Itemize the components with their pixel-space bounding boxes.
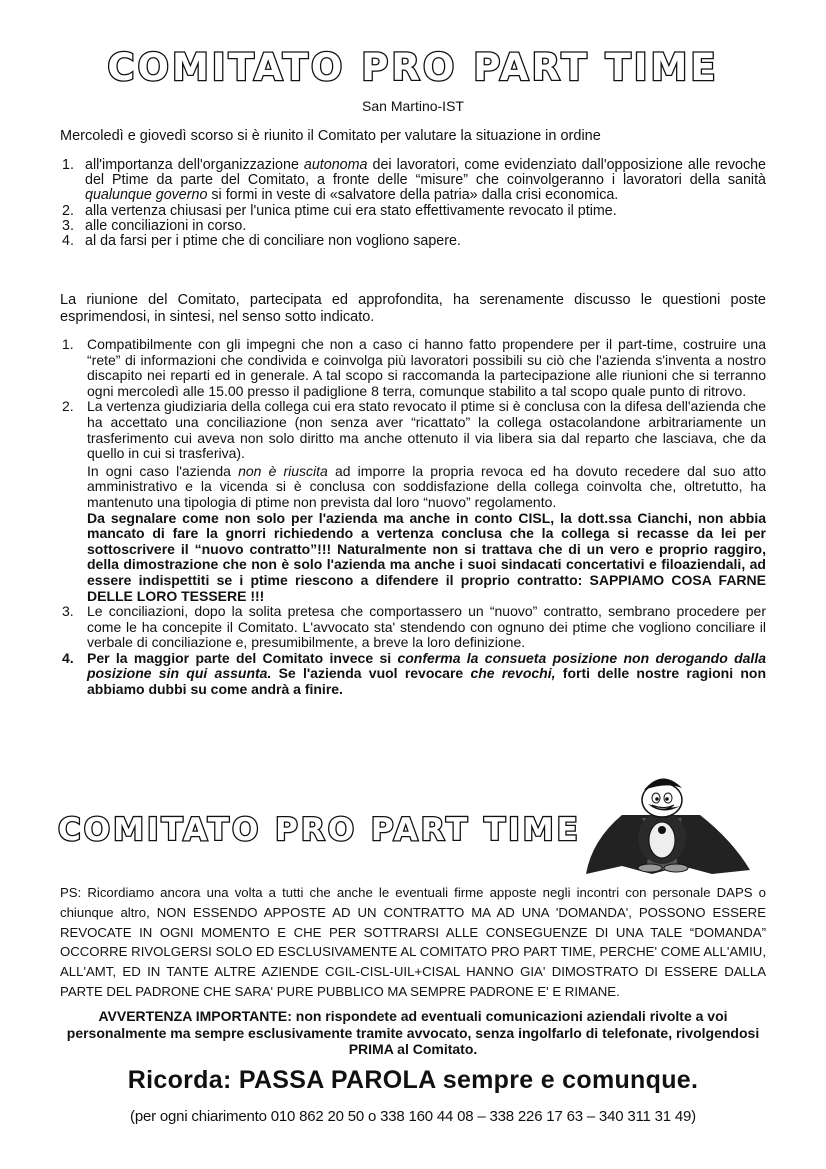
list-item-text: Compatibilmente con gli impegni che non a caso ci hanno fatto propendere per il part-time, costruire una “rete” di informazioni che condivida e coinvolga più lavoratori possibili su ciò che l'azienda s'inventa a nostro discapito nei reparti ed in generale. A tal scopo si raccomanda la partecipazione alle riunioni che si terranno ogni mercoledì alle 15.00 presso il padiglione 8 terra, comunque stabilito a tal scopo quale punto di ritrovo. [87,336,766,399]
list-item-number: 4. [62,233,74,250]
list-item-continuation: In ogni caso l'azienda non è riuscita ad imporre la propria revoca ed ha dovuto recedere dal suo atto amministrativo e la vicenda si è conclusa con soddisfazione della collega coinvolta che, oltretutto, ha mantenuto una tipologia di ptime non prevista dal loro “nuovo” regolamento. [87,462,766,510]
list-item-text: Per la maggior parte del Comitato invece si conferma la consueta posizione non derogando dalla posizione sin qui assunta. Se l'azienda vuol revocare che revochi, forti delle nostre ragioni non abbiamo dubbi su come andrà a finire. [87,649,767,698]
warning-paragraph: AVVERTENZA IMPORTANTE: non rispondete ad eventuali comunicazioni aziendali rivolte a voi personalmente ma sempre esclusivamente tramite avvocato, senza ingolfarlo di telefonate, rivolgendosi PRIMA al Comitato. [66,1008,760,1057]
agenda-list [62,158,766,249]
list-item [62,337,766,399]
list-item [62,604,766,651]
list-item-number: 3. [62,603,74,620]
list-item-text: al da farsi per i ptime che di conciliare non vogliono sapere. [85,233,461,250]
list-item [62,234,766,249]
list-item-text: Le conciliazioni, dopo la solita pretesa che comportassero un “nuovo” contratto, sembrano procedere per come le ha concepite il Comitato. L'avvocato sta' stendendo con ognuno dei ptime che vogliono conciliare il verbale di conciliazione e, presumibilmente, a breve la loro definizione. [87,603,766,651]
list-item-text: alle conciliazioni in corso. [85,217,247,234]
list-item-number: 1. [62,336,74,352]
list-item [62,204,766,219]
footer-title: COMITATO PRO PART TIME [58,812,581,848]
page-title: COMITATO PRO PART TIME [107,46,719,89]
list-item [62,158,766,204]
list-item-number: 2. [62,202,74,219]
list-item-text: alla vertenza chiusasi per l'unica ptime cui era stato effettivamente revocato il ptime. [85,202,617,219]
list-item-bold-note: Da segnalare come non solo per l'azienda ma anche in conto CISL, la dott.ssa Cianchi, non abbia mancato di fare la gnorri richiedendo a vertenza conclusa che la collega si recasse da lei per sottoscrivere il “nuovo contratto”!!! Naturalmente non si trattava che di un vero e proprio raggiro, della dimostrazione che non è solo l'azienda ma anche i suoi sindacati concertativi e filoaziendali, ad essere indispettiti se i ptime riescono a difendere il proprio contratto: SAPPIAMO COSA FARNE DELLE LORO TESSERE !!! [87,509,766,604]
meeting-paragraph: La riunione del Comitato, partecipata ed approfondita, ha serenamente discusso le questioni poste esprimendosi, in sintesi, nel senso sotto indicato. [60,292,766,325]
remember-slogan: Ricorda: PASSA PAROLA sempre e comunque. [127,1066,699,1094]
list-item [62,219,766,234]
list-item-number: 4. [62,649,74,666]
duck-mascot-illustration [582,770,772,880]
ps-paragraph: PS: Ricordiamo ancora una volta a tutti che anche le eventuali firme apposte negli incontri con personale DAPS o chiunque altro, NON ESSENDO APPOSTE AD UN CONTRATTO MA AD UNA 'DOMANDA', POSSONO ESSERE REVOCATE IN OGNI MOMENTO E CHE PER SOTTRARSI ALLE CONSEGUENZE DI UNA TALE “DOMANDA” OCCORRE RIVOLGERSI SOLO ED ESCLUSIVAMENTE AL COMITATO PRO PART TIME, PERCHE' COME ALL'AMIU, ALL'AMT, ED IN TANTE ALTRE AZIENDE CGIL-CISL-UIL+CISAL HANNO GIA' DIMOSTRATO DI ESSERE DALLA PARTE DEL PADRONE CHE SARA' PURE PUBBLICO MA SEMPRE PADRONE E' E RIMANE. [60,885,766,999]
list-item-text: all'importanza dell'organizzazione autonoma dei lavoratori, come evidenziato dall'opposizione alle revoche del Ptime da parte del Comitato, a fronte delle “misure” che coinvolgeranno i lavoratori della sanità qualunque governo si formi in veste di «salvatore della patria» dalla crisi economica. [85,157,767,204]
list-item-text: La vertenza giudiziaria della collega cui era stato revocato il ptime si è conclusa con la difesa dell'azienda che ha accettato una conciliazione (non senza aver “ricattato” la collega ostacolandone arbitrariamente un trasferimento cui aveva non solo diritto ma anche ottenuto il via libera sia dal reparto che lasciava, che da quello in cui si trasferiva). [87,398,766,462]
list-item-number: 2. [62,398,74,415]
intro-paragraph: Mercoledì e giovedì scorso si è riunito il Comitato per valutare la situazione in ordine [60,128,601,144]
decisions-list [62,337,766,698]
list-item-number: 3. [62,217,74,234]
list-item [62,399,766,604]
list-item-number: 1. [62,157,74,173]
contacts-line: (per ogni chiarimento 010 862 20 50 o 338 160 44 08 – 338 226 17 63 – 340 311 31 49) [130,1108,696,1125]
subtitle: San Martino-IST [362,98,464,114]
list-item [62,651,766,698]
